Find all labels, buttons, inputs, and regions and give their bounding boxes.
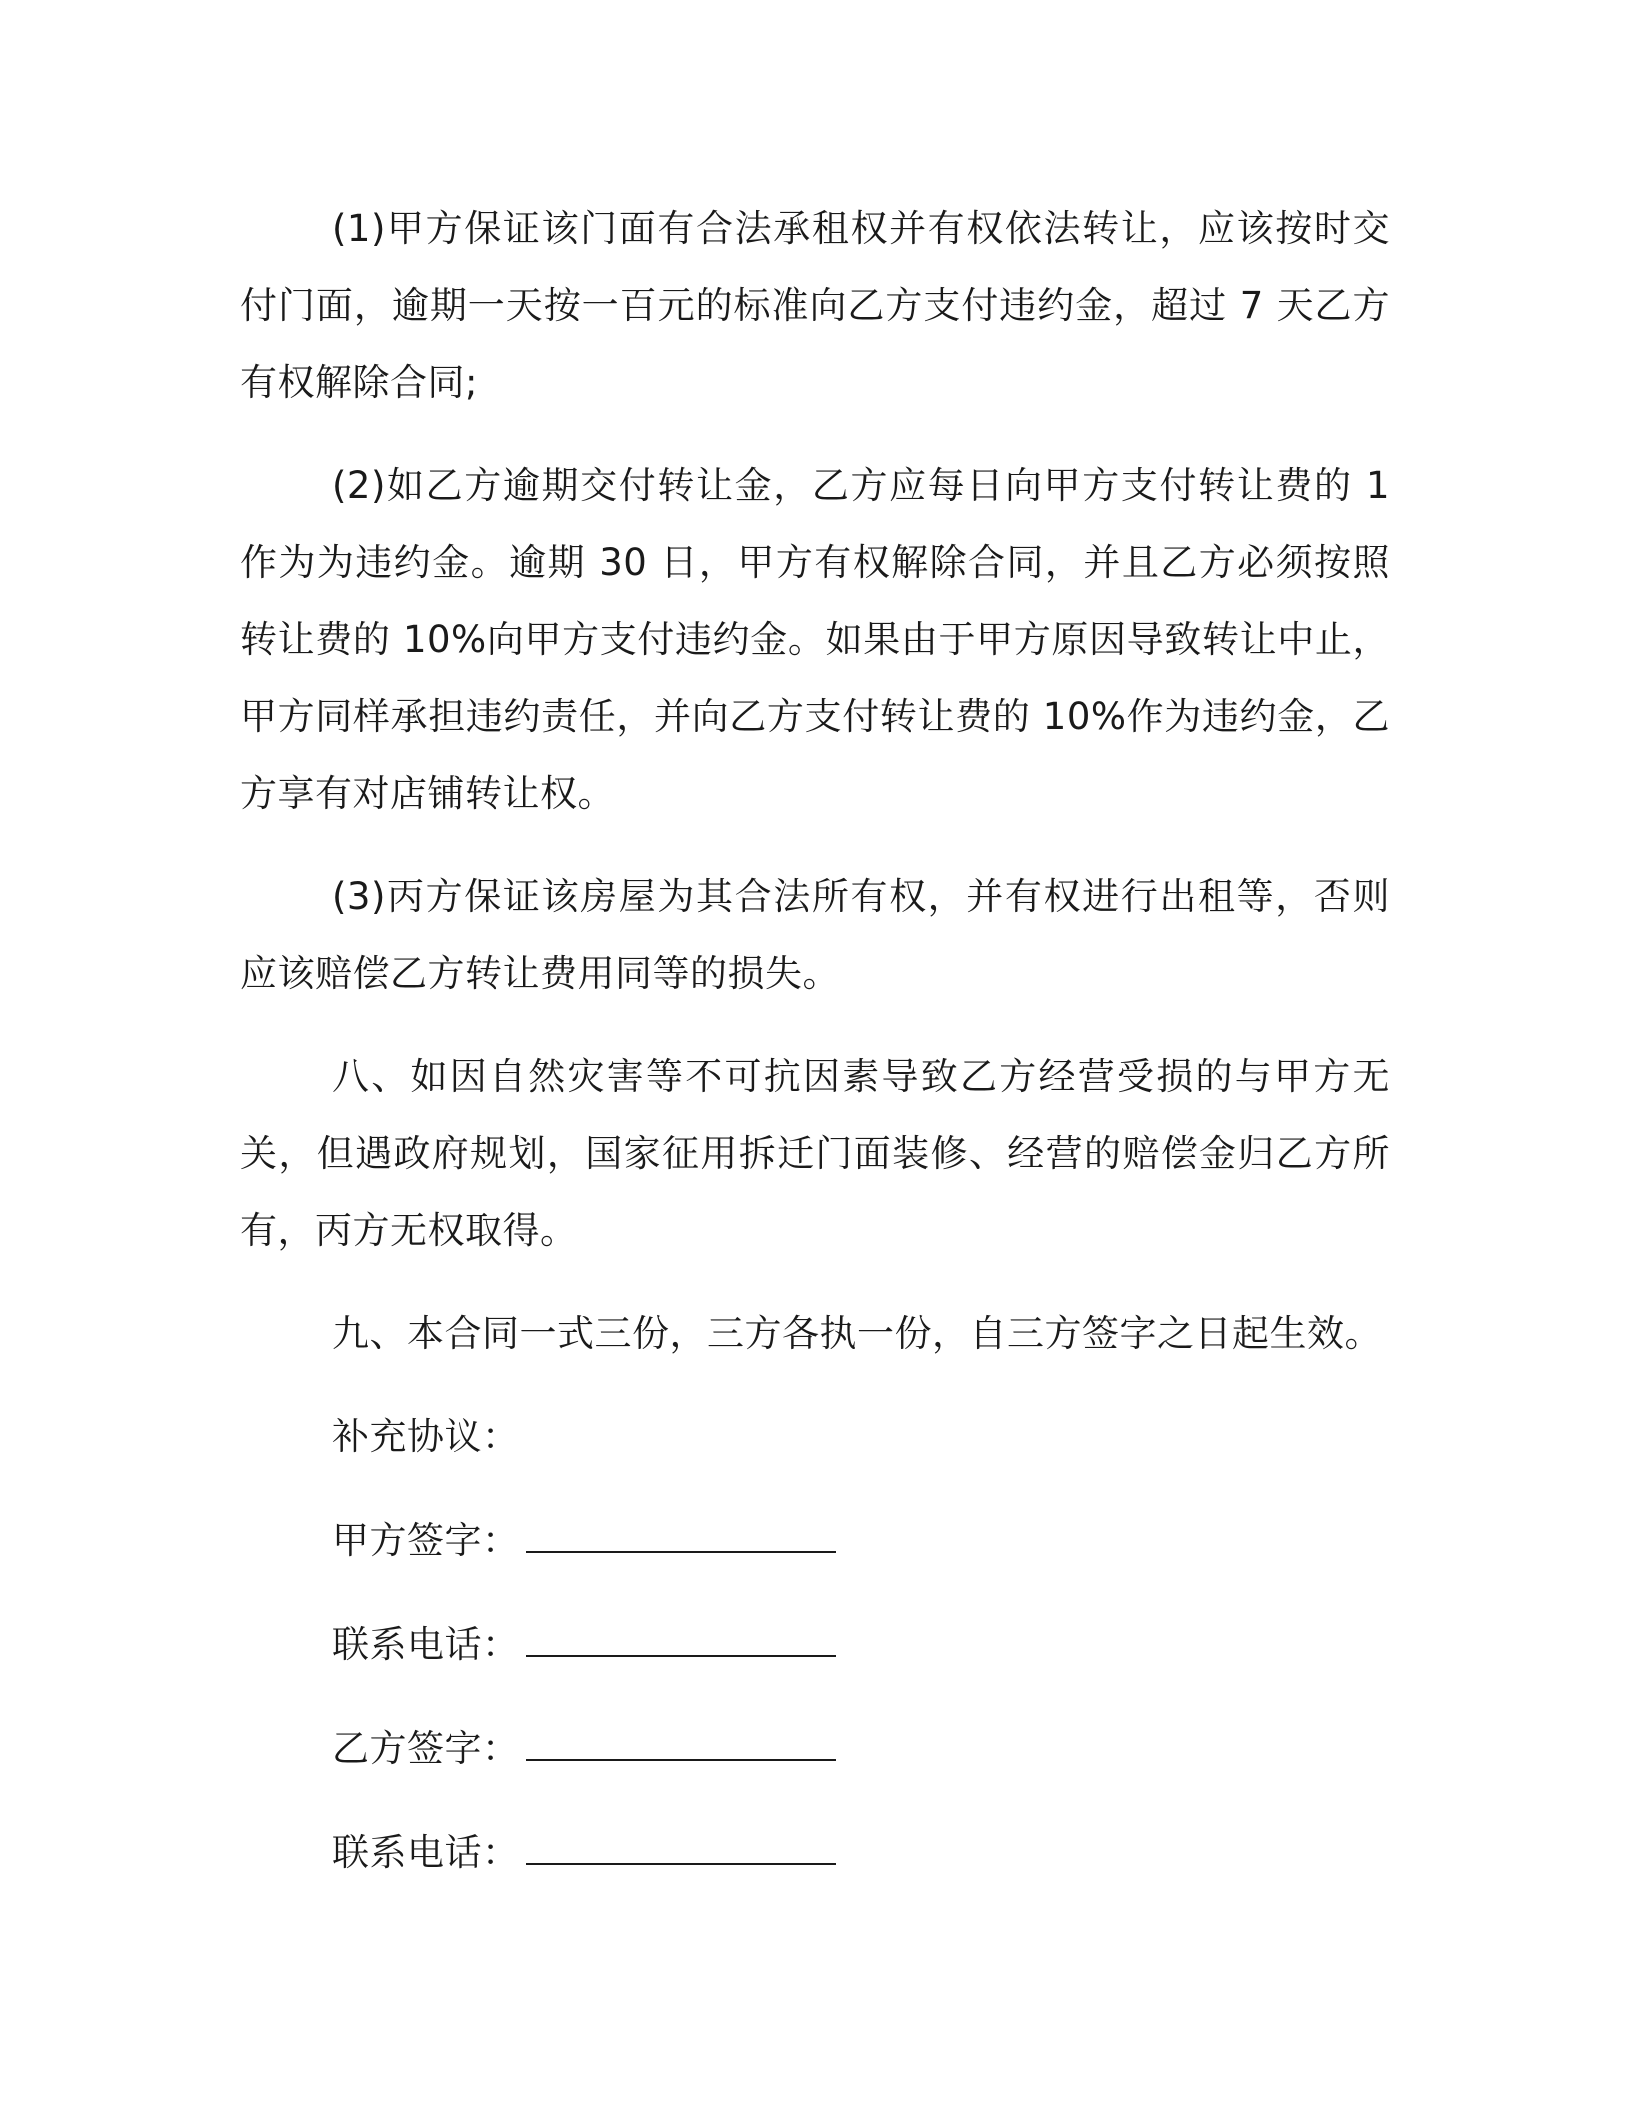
party-a-phone-row (240, 1606, 1390, 1710)
party-b-phone-row (240, 1814, 1390, 1918)
clause-9: 九、本合同一式三份，三方各执一份，自三方签字之日起生效。 (332, 1312, 1382, 1355)
party-a-phone-blank (526, 1615, 836, 1657)
party-b-sign-row (240, 1710, 1390, 1814)
party-a-sign-blank (526, 1511, 836, 1553)
clause-8: 八、如因自然灾害等不可抗因素导致乙方经营受损的与甲方无关，但遇政府规划，国家征用拆迁门面装修、经营的赔偿金归乙方所有，丙方无权取得。 (240, 1055, 1390, 1252)
clause-1: (1)甲方保证该门面有合法承租权并有权依法转让，应该按时交付门面，逾期一天按一百元的标准向乙方支付违约金，超过 7 天乙方有权解除合同; (240, 207, 1390, 404)
contract-body (240, 190, 1390, 1918)
party-a-sign-row (240, 1502, 1390, 1606)
signature-block (240, 1398, 1390, 1918)
party-b-sign-blank (526, 1719, 836, 1761)
supplement-row (240, 1398, 1390, 1502)
supplement-label: 补充协议： (332, 1415, 520, 1458)
party-b-phone-label: 联系电话： (332, 1831, 520, 1874)
clause-3: (3)丙方保证该房屋为其合法所有权，并有权进行出租等，否则应该赔偿乙方转让费用同等的损失。 (240, 875, 1390, 995)
party-b-sign-label: 乙方签字： (332, 1727, 520, 1770)
party-a-sign-label: 甲方签字： (332, 1519, 520, 1562)
party-b-phone-blank (526, 1823, 836, 1865)
party-a-phone-label: 联系电话： (332, 1623, 520, 1666)
clause-2: (2)如乙方逾期交付转让金，乙方应每日向甲方支付转让费的 1 作为为违约金。逾期 30 日，甲方有权解除合同，并且乙方必须按照转让费的 10%向甲方支付违约金。如果由于甲方原因导致转让中止，甲方同样承担违约责任，并向乙方支付转让费的 10%作为违约金，乙方享有对店铺转让权。 (240, 464, 1390, 815)
